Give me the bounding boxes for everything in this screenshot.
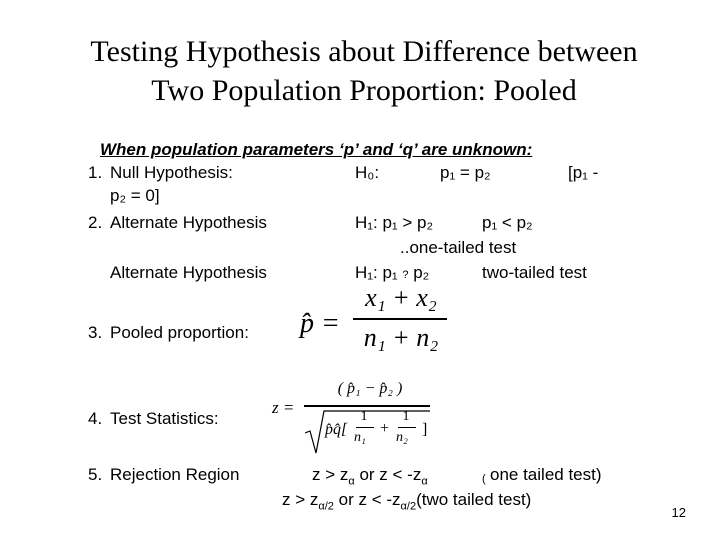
fraction1-bar — [356, 427, 374, 428]
root-close-bracket: ] — [422, 421, 428, 438]
rejection-line1-start: z > z — [312, 465, 349, 484]
null-equation: p₁ = p₂ — [440, 163, 491, 182]
fraction2-numerator: 1 — [402, 409, 410, 424]
one-tailed-test-note: one tailed test) — [490, 465, 602, 484]
rejection-one-tailed — [312, 465, 428, 491]
h1-not-equal-end: p₂ — [408, 263, 430, 282]
z-lhs: z = — [272, 398, 295, 417]
pooled-proportion-label: Pooled proportion: — [110, 323, 249, 342]
item-number: 3. — [88, 323, 103, 342]
alpha-subscript: α — [348, 475, 355, 488]
pooled-numerator: x₁ + x₂ — [365, 283, 437, 312]
fraction1-numerator: 1 — [360, 409, 368, 424]
h1-not-equal — [355, 263, 429, 285]
subheading: When population parameters ‘p’ and ‘q’ are unknown: — [100, 140, 533, 159]
two-tailed-test-note: (two tailed test) — [416, 490, 532, 509]
fraction1-denominator: n₁ — [354, 430, 366, 445]
root-content: p̂q̂[ — [325, 421, 348, 438]
rejection-line1-mid: or z < -z — [354, 465, 422, 484]
unknown-symbol: ? — [402, 269, 409, 281]
title-line-2: Two Population Proportion: Pooled — [151, 74, 577, 107]
null-continuation: p₂ = 0] — [110, 186, 160, 205]
open-paren-small: ( — [482, 473, 486, 485]
page-number: 12 — [671, 505, 686, 520]
item-number: 1. — [88, 163, 103, 182]
item-number: 5. — [88, 465, 103, 484]
h1-less: p₁ < p₂ — [482, 213, 533, 232]
pooled-denominator: n₁ + n₂ — [363, 323, 439, 352]
two-tailed-note: two-tailed test — [482, 263, 587, 282]
h0-symbol: H₀: — [355, 163, 380, 182]
one-tailed-note: ..one-tailed test — [400, 238, 517, 257]
rejection-two-tailed — [282, 490, 531, 516]
item-number: 2. — [88, 213, 103, 232]
alternate-hypothesis-label: Alternate Hypothesis — [110, 213, 267, 232]
plus-sign: + — [380, 420, 390, 437]
pooled-fraction-bar — [353, 318, 447, 320]
fraction2-denominator: n₂ — [396, 430, 408, 445]
rejection-region-label: Rejection Region — [110, 465, 240, 484]
alternate-hypothesis-label-2: Alternate Hypothesis — [110, 263, 267, 282]
fraction2-bar — [398, 427, 416, 428]
rejection-line2-start: z > z — [282, 490, 319, 509]
rejection-line2-mid: or z < -z — [333, 490, 401, 509]
h1-not-equal-start: H₁: p₁ — [355, 263, 403, 282]
alpha-half-subscript: α/2 — [400, 500, 417, 513]
alpha-half-subscript: α/2 — [318, 500, 334, 513]
test-statistics-label: Test Statistics: — [110, 409, 219, 428]
h1-greater: H₁: p₁ > p₂ — [355, 213, 434, 232]
title-line-1: Testing Hypothesis about Difference between — [90, 35, 638, 68]
z-numerator: ( p̂₁ − p̂₂ ) — [337, 380, 403, 397]
null-extra: [p₁ - — [568, 163, 599, 182]
item-number: 4. — [88, 409, 103, 428]
null-hypothesis-label: Null Hypothesis: — [110, 163, 233, 182]
pooled-lhs: p̂ = — [300, 308, 340, 339]
slide-title — [20, 32, 708, 110]
alpha-subscript: α — [421, 475, 428, 488]
